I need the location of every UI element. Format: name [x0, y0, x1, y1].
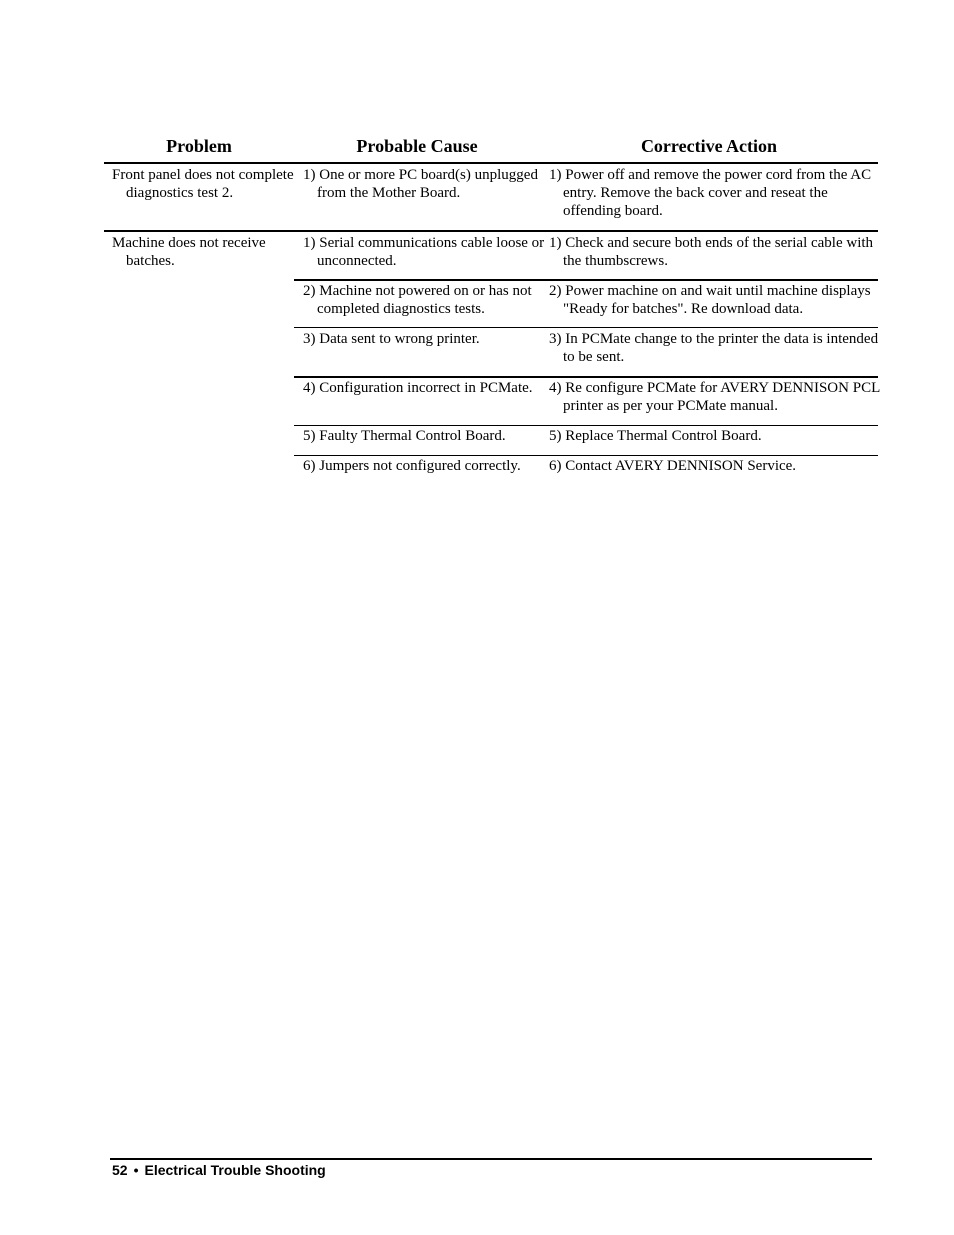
section-title: Electrical Trouble Shooting	[144, 1162, 326, 1178]
action-cell: 1) Check and secure both ends of the serial cable with the thumbscrews.	[549, 235, 874, 269]
page-number: 52	[112, 1162, 128, 1178]
action-cell: 6) Contact AVERY DENNISON Service.	[549, 458, 797, 474]
row-rule	[294, 455, 878, 456]
column-header-problem: Problem	[166, 136, 232, 156]
cause-cell: 2) Machine not powered on or has not completed diagnostics tests.	[303, 283, 532, 317]
action-cell: 5) Replace Thermal Control Board.	[549, 428, 762, 444]
action-cell: 2) Power machine on and wait until machine displays "Ready for batches". Re download data.	[549, 283, 871, 317]
cause-cell: 5) Faulty Thermal Control Board.	[303, 428, 506, 444]
cause-cell: 1) Serial communications cable loose or unconnected.	[303, 235, 545, 269]
bullet-separator: •	[133, 1162, 139, 1178]
row-rule	[294, 279, 878, 281]
page-footer	[112, 1162, 326, 1178]
cause-cell: 6) Jumpers not configured correctly.	[303, 458, 521, 474]
column-header-corrective-action: Corrective Action	[640, 136, 778, 156]
action-cell: 1) Power off and remove the power cord from the AC entry. Remove the back cover and reseat the offending board.	[549, 167, 872, 219]
problem-cell: Front panel does not complete diagnostics test 2.	[112, 167, 294, 201]
row-rule	[104, 230, 878, 232]
header-rule	[104, 162, 878, 164]
column-header-probable-cause: Probable Cause	[356, 136, 478, 156]
footer-rule	[110, 1158, 872, 1160]
cause-cell: 4) Configuration incorrect in PCMate.	[303, 380, 533, 396]
cause-cell: 3) Data sent to wrong printer.	[303, 331, 480, 347]
cause-cell: 1) One or more PC board(s) unplugged from the Mother Board.	[303, 167, 538, 201]
row-rule	[294, 327, 878, 328]
action-cell: 3) In PCMate change to the printer the data is intended to be sent.	[549, 331, 879, 365]
row-rule	[294, 376, 878, 378]
row-rule	[294, 425, 878, 426]
problem-cell: Machine does not receive batches.	[112, 235, 266, 269]
action-cell: 4) Re configure PCMate for AVERY DENNISON PCL printer as per your PCMate manual.	[549, 380, 880, 414]
